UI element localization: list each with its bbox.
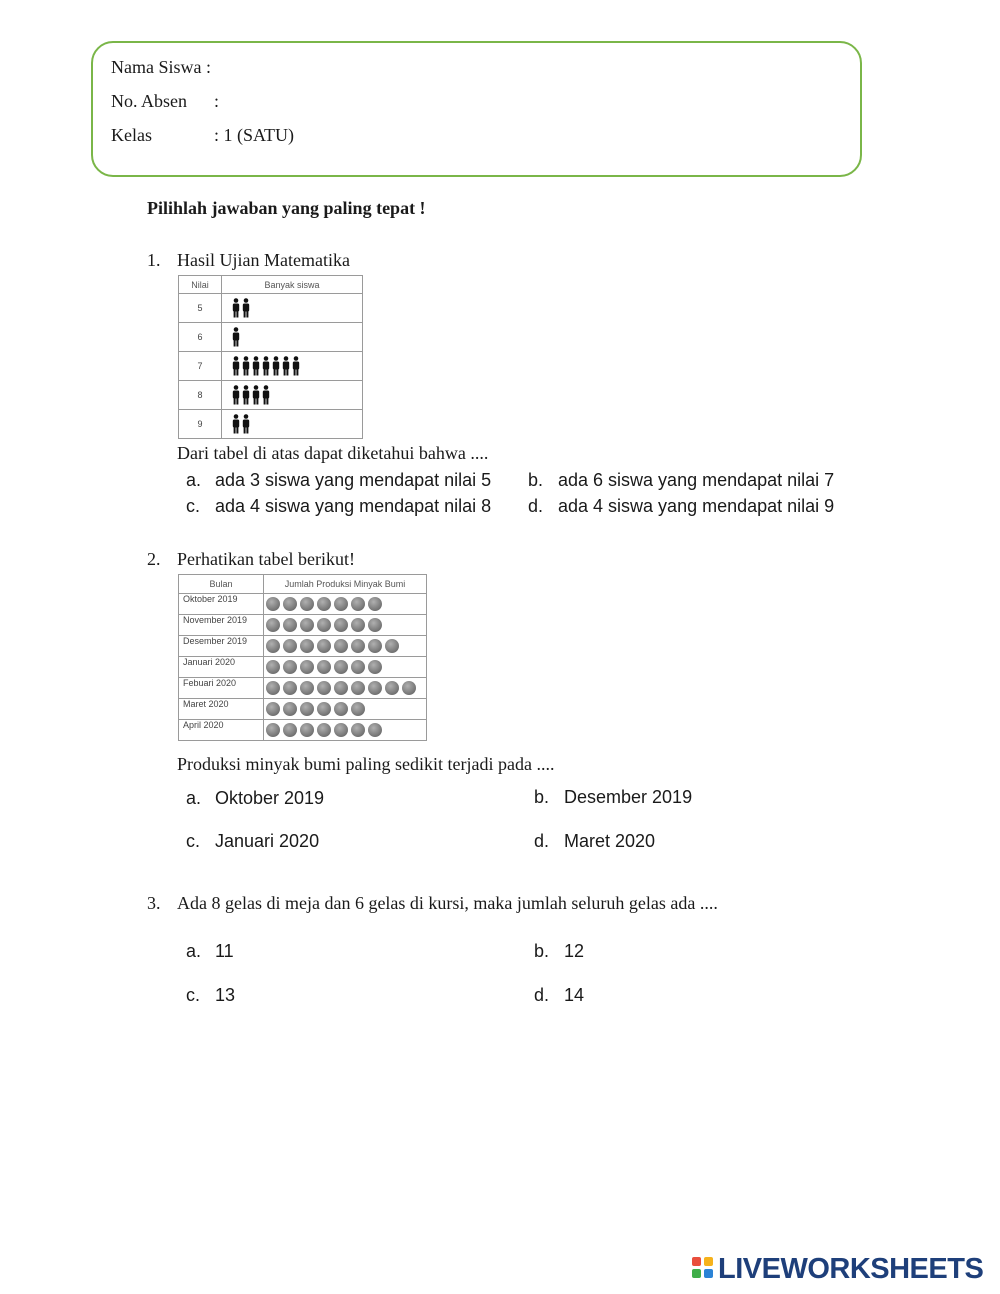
q2-col-jumlah: Jumlah Produksi Minyak Bumi (264, 575, 427, 594)
student-icon (252, 385, 260, 405)
oil-unit-icon (351, 702, 365, 716)
q2-table-row (179, 594, 427, 615)
q2-pictogram-table (178, 574, 427, 741)
q2-col-bulan: Bulan (179, 575, 264, 594)
q1-table-row (179, 294, 363, 323)
q2-table-row (179, 720, 427, 741)
q2-bulan-cell: Desember 2019 (179, 636, 264, 657)
q2-bulan-cell: Maret 2020 (179, 699, 264, 720)
q1-nilai-cell: 9 (179, 410, 222, 439)
oil-unit-icon (334, 681, 348, 695)
q3-number: 3. (147, 893, 161, 913)
oil-unit-icon (283, 597, 297, 611)
student-icon (272, 356, 280, 376)
q2-bulan-cell: April 2020 (179, 720, 264, 741)
q1-option-b[interactable]: ada 6 siswa yang mendapat nilai 7 (558, 470, 835, 490)
liveworksheets-logo-text: LIVEWORKSHEETS (718, 1253, 984, 1285)
oil-unit-icon (368, 660, 382, 674)
oil-unit-icon (402, 681, 416, 695)
q3-option-b-letter: b. (534, 941, 550, 961)
student-icon (262, 356, 270, 376)
q2-number: 2. (147, 549, 161, 569)
q2-dots-cell (264, 657, 427, 678)
q2-bulan-cell: Januari 2020 (179, 657, 264, 678)
q3-option-d[interactable]: 14 (564, 985, 585, 1005)
oil-unit-icon (317, 702, 331, 716)
student-icon (232, 356, 240, 376)
q1-option-a[interactable]: ada 3 siswa yang mendapat nilai 5 (215, 470, 492, 490)
student-icon (232, 327, 240, 347)
oil-unit-icon (300, 618, 314, 632)
q3-option-d-letter: d. (534, 985, 550, 1005)
oil-unit-icon (283, 723, 297, 737)
oil-unit-icon (385, 681, 399, 695)
q2-prompt: Produksi minyak bumi paling sedikit terjadi pada .... (177, 754, 555, 774)
q1-icons-cell (222, 381, 363, 410)
oil-unit-icon (317, 597, 331, 611)
oil-unit-icon (283, 660, 297, 674)
oil-unit-icon (300, 639, 314, 653)
q2-dots-cell (264, 594, 427, 615)
oil-unit-icon (368, 723, 382, 737)
q1-nilai-cell: 8 (179, 381, 222, 410)
oil-unit-icon (266, 681, 280, 695)
oil-unit-icon (266, 618, 280, 632)
oil-unit-icon (334, 702, 348, 716)
oil-unit-icon (385, 639, 399, 653)
q1-option-a-letter: a. (186, 470, 202, 490)
logo-square (704, 1257, 713, 1266)
liveworksheets-logo-icon (692, 1257, 714, 1279)
q1-icons-cell (222, 410, 363, 439)
q3-option-c-letter: c. (186, 985, 201, 1005)
oil-unit-icon (283, 618, 297, 632)
oil-unit-icon (300, 660, 314, 674)
absen-colon: : (214, 91, 220, 111)
oil-unit-icon (351, 597, 365, 611)
q2-dots-cell (264, 720, 427, 741)
q1-icons-cell (222, 294, 363, 323)
kelas-value: : 1 (SATU) (214, 125, 294, 145)
q2-dots-cell (264, 699, 427, 720)
oil-unit-icon (266, 723, 280, 737)
student-icon (242, 356, 250, 376)
student-icon (232, 385, 240, 405)
q1-table-row (179, 323, 363, 352)
q2-table-row (179, 678, 427, 699)
q1-icons-cell (222, 323, 363, 352)
oil-unit-icon (283, 681, 297, 695)
student-icon (232, 298, 240, 318)
q2-dots-cell (264, 636, 427, 657)
q2-table-row (179, 615, 427, 636)
student-icon (242, 385, 250, 405)
q1-col-nilai: Nilai (179, 276, 222, 294)
oil-unit-icon (334, 639, 348, 653)
oil-unit-icon (266, 597, 280, 611)
oil-unit-icon (351, 660, 365, 674)
q2-dots-cell (264, 678, 427, 699)
q1-table-row (179, 352, 363, 381)
q1-option-b-letter: b. (528, 470, 544, 490)
q1-icons-cell (222, 352, 363, 381)
q2-option-c-letter: c. (186, 831, 201, 851)
oil-unit-icon (334, 597, 348, 611)
logo-square (692, 1269, 701, 1278)
q1-prompt: Dari tabel di atas dapat diketahui bahwa .... (177, 443, 489, 463)
q2-option-d-letter: d. (534, 831, 550, 851)
oil-unit-icon (266, 660, 280, 674)
q1-title: Hasil Ujian Matematika (177, 250, 350, 270)
q2-option-a-letter: a. (186, 788, 202, 808)
logo-square (692, 1257, 701, 1266)
oil-unit-icon (300, 597, 314, 611)
oil-unit-icon (351, 723, 365, 737)
oil-unit-icon (368, 597, 382, 611)
q1-number: 1. (147, 250, 161, 270)
q3-option-b[interactable]: 12 (564, 941, 585, 961)
oil-unit-icon (300, 702, 314, 716)
absen-label: No. Absen (111, 91, 187, 111)
oil-unit-icon (317, 681, 331, 695)
q1-option-c-letter: c. (186, 496, 201, 516)
oil-unit-icon (368, 639, 382, 653)
student-icon (232, 414, 240, 434)
q1-nilai-cell: 7 (179, 352, 222, 381)
oil-unit-icon (351, 681, 365, 695)
q3-option-a-letter: a. (186, 941, 202, 961)
q2-option-d[interactable]: Maret 2020 (564, 831, 656, 851)
nama-label: Nama Siswa : (111, 57, 211, 77)
oil-unit-icon (334, 723, 348, 737)
q2-table-row (179, 657, 427, 678)
student-icon (282, 356, 290, 376)
oil-unit-icon (334, 618, 348, 632)
kelas-label: Kelas (111, 125, 152, 145)
oil-unit-icon (317, 660, 331, 674)
oil-unit-icon (283, 639, 297, 653)
q1-table-row (179, 410, 363, 439)
q2-title: Perhatikan tabel berikut! (177, 549, 355, 569)
oil-unit-icon (317, 723, 331, 737)
oil-unit-icon (317, 618, 331, 632)
q1-col-banyak: Banyak siswa (222, 276, 363, 294)
student-icon (292, 356, 300, 376)
oil-unit-icon (300, 723, 314, 737)
q3-title: Ada 8 gelas di meja dan 6 gelas di kursi, maka jumlah seluruh gelas ada .... (177, 893, 718, 913)
oil-unit-icon (368, 618, 382, 632)
q1-nilai-cell: 5 (179, 294, 222, 323)
oil-unit-icon (368, 681, 382, 695)
student-icon (242, 298, 250, 318)
oil-unit-icon (351, 639, 365, 653)
q1-option-d-letter: d. (528, 496, 544, 516)
q2-dots-cell (264, 615, 427, 636)
oil-unit-icon (351, 618, 365, 632)
logo-square (704, 1269, 713, 1278)
q2-option-a[interactable]: Oktober 2019 (215, 788, 325, 808)
student-icon (252, 356, 260, 376)
oil-unit-icon (283, 702, 297, 716)
q3-option-a[interactable]: 11 (215, 941, 234, 961)
q2-bulan-cell: Febuari 2020 (179, 678, 264, 699)
student-icon (262, 385, 270, 405)
q1-nilai-cell: 6 (179, 323, 222, 352)
instruction: Pilihlah jawaban yang paling tepat ! (147, 198, 426, 218)
q2-bulan-cell: November 2019 (179, 615, 264, 636)
q1-option-c[interactable]: ada 4 siswa yang mendapat nilai 8 (215, 496, 492, 516)
q3-option-c[interactable]: 13 (215, 985, 236, 1005)
oil-unit-icon (266, 639, 280, 653)
q1-option-d[interactable]: ada 4 siswa yang mendapat nilai 9 (558, 496, 835, 516)
oil-unit-icon (317, 639, 331, 653)
oil-unit-icon (300, 681, 314, 695)
q2-table-row (179, 699, 427, 720)
q2-option-b-letter: b. (534, 787, 550, 807)
student-icon (242, 414, 250, 434)
q2-table-row (179, 636, 427, 657)
oil-unit-icon (266, 702, 280, 716)
q2-bulan-cell: Oktober 2019 (179, 594, 264, 615)
q2-option-b[interactable]: Desember 2019 (564, 787, 693, 807)
q1-table-row (179, 381, 363, 410)
oil-unit-icon (334, 660, 348, 674)
q1-pictogram-table (178, 275, 363, 439)
q2-option-c[interactable]: Januari 2020 (215, 831, 320, 851)
